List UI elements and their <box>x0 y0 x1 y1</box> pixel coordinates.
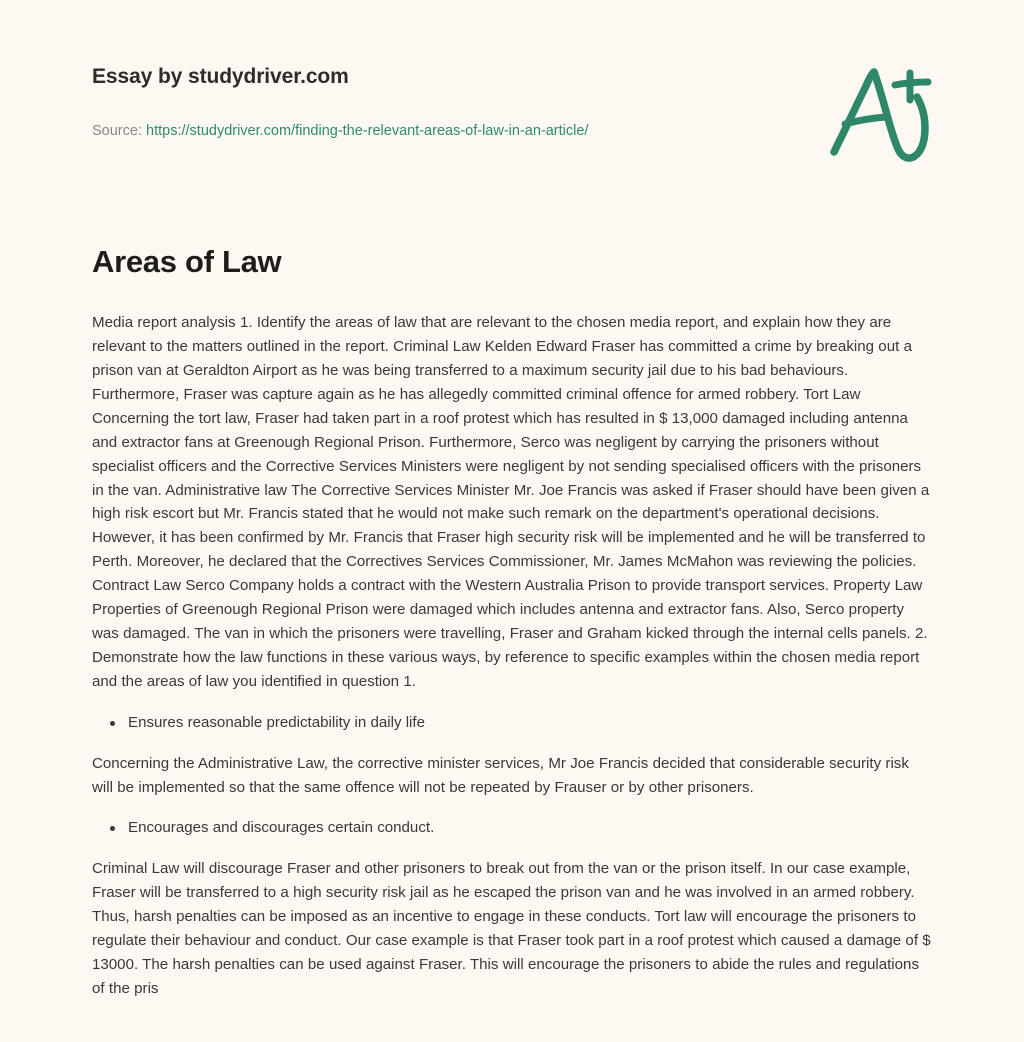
source-url-link[interactable]: https://studydriver.com/finding-the-relevant-areas-of-law-in-an-article/ <box>146 123 589 139</box>
source-line <box>92 122 588 141</box>
article-paragraph-3: Criminal Law will discourage Fraser and other prisoners to break out from the van or the prison itself. In our case example, Fraser will be transferred to a high security risk jail as he escaped the prison van and he was involved in an armed robbery. Thus, harsh penalties can be imposed as an incentive to engage in these conducts. Tort law will encourage the prisoners to regulate their behaviour and conduct. Our case example is that Fraser took part in a roof protest which caused a damage of $ 13000. The harsh penalties can be used against Fraser. This will encourage the prisoners to abide the rules and regulations of the pris <box>92 860 931 997</box>
brand-byline: Essay by studydriver.com <box>92 65 349 88</box>
list-item: Ensures reasonable predictability in daily life <box>128 711 934 735</box>
page-header <box>0 0 1024 200</box>
bullet-list-1 <box>92 711 934 735</box>
a-plus-logo[interactable] <box>810 52 950 172</box>
page-title: Areas of Law <box>92 244 282 279</box>
bullet-list-2 <box>92 816 934 840</box>
article-paragraph-1: Media report analysis 1. Identify the areas of law that are relevant to the chosen media report, and explain how they are relevant to the matters outlined in the report. Criminal Law Kelden Edward Fraser has committed a crime by breaking out a prison van at Geraldton Airport as he was being transferred to a maximum security jail due to his bad behaviours. Furthermore, Fraser was capture again as he has allegedly committed criminal offence for armed robbery. Tort Law Concerning the tort law, Fraser had taken part in a roof protest which has resulted in $ 13,000 damaged including antenna and extractor fans at Greenough Regional Prison. Furthermore, Serco was negligent by carrying the prisoners without specialist officers and the Corrective Services Ministers were negligent by not sending specialised officers with the prisoners in the van. Administrative law The Corrective Services Minister Mr. Joe Francis was asked if Fraser should have been given a high risk escort but Mr. Francis stated that he would not make such remark on the department's operational decisions. However, it has been confirmed by Mr. Francis that Fraser high security risk will be implemented and he will be transferred to Perth. Moreover, he declared that the Correctives Services Commissioner, Mr. James McMahon was reviewing the policies. Contract Law Serco Company holds a contract with the Western Australia Prison to provide transport services. Property Law Properties of Greenough Regional Prison were damaged which includes antenna and extractor fans. Also, Serco property was damaged. The van in which the prisoners were travelling, Fraser and Graham kicked through the internal cells panels. 2. Demonstrate how the law functions in these various ways, by reference to specific examples within the chosen media report and the areas of law you identified in question 1. <box>92 314 930 690</box>
a-plus-logo-icon <box>810 52 950 172</box>
article-paragraph-2: Concerning the Administrative Law, the corrective minister services, Mr Joe Francis decided that considerable security risk will be implemented so that the same offence will not be repeated by Frauser or by other prisoners. <box>92 754 909 796</box>
article-body <box>92 243 934 1001</box>
list-item: Encourages and discourages certain conduct. <box>128 816 934 840</box>
source-label: Source: <box>92 123 142 139</box>
